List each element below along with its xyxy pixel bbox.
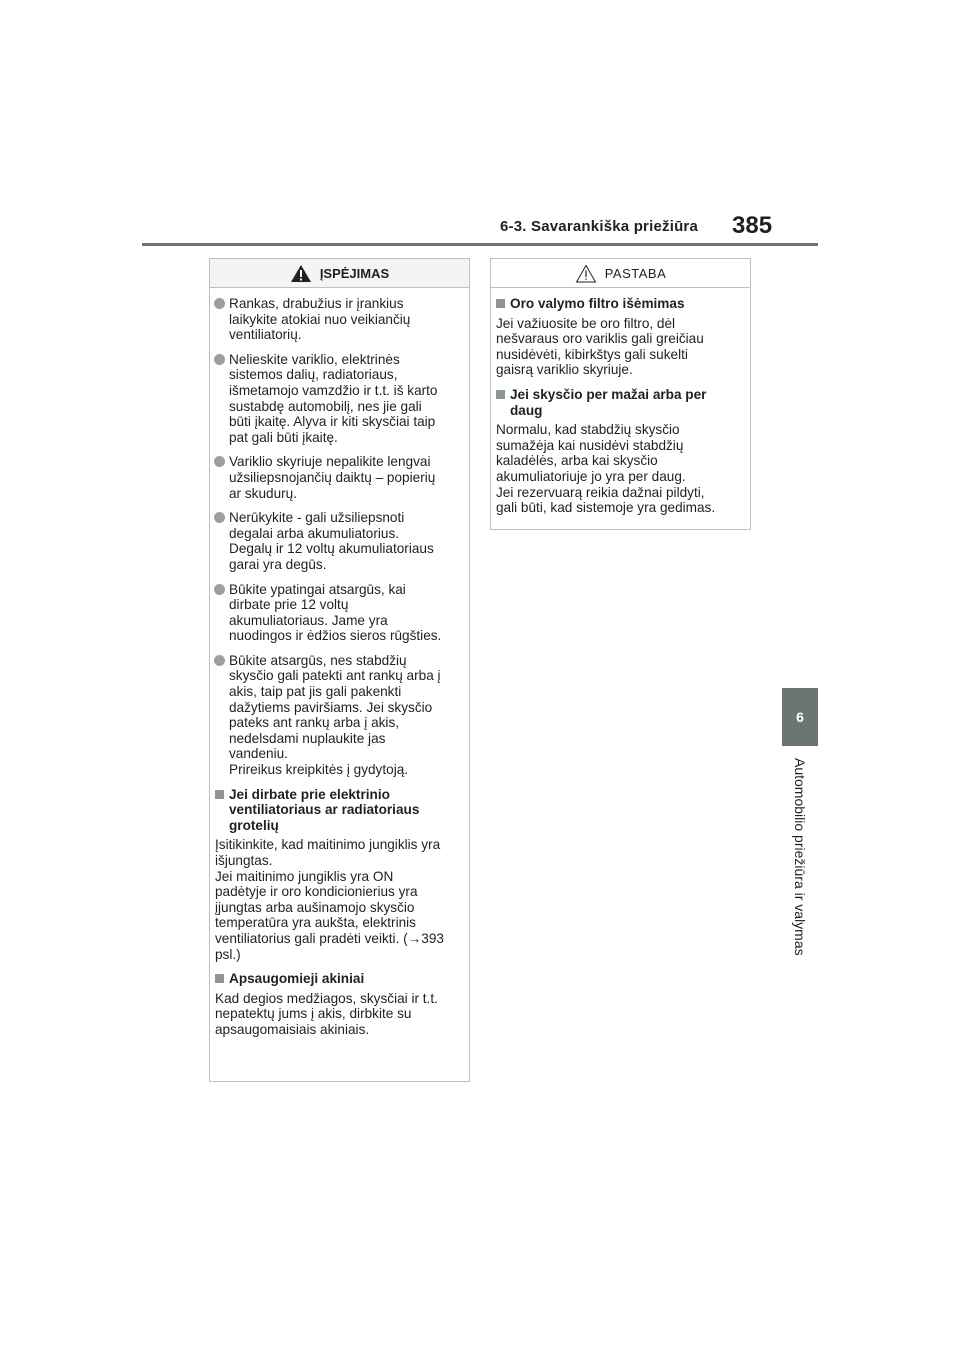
warning-triangle-outline-icon xyxy=(575,264,597,283)
chapter-number: 6 xyxy=(796,709,804,725)
bullet-icon xyxy=(214,298,225,309)
square-bullet-icon xyxy=(215,790,224,799)
subsection-heading-text: Jei dirbate prie elektrinio ventiliatoriaus ar radiatoriaus grotelių xyxy=(229,786,420,833)
list-item-text: Būkite atsargūs, nes stabdžių skysčio gali patekti ant rankų arba į akis, taip pat jis gali pakenkti dažytiems paviršiams. Jei skysčio pateks ant rankų arba į akis, nedelsdami nuplaukite jas vandeniu. Prireikus kreipkitės į gydytoją. xyxy=(229,652,441,778)
list-item xyxy=(214,454,460,501)
note-body xyxy=(491,288,750,531)
list-item-text: Rankas, drabužius ir įrankius laikykite atokiai nuo veikiančių ventiliatorių. xyxy=(229,296,411,343)
bullet-icon xyxy=(214,512,225,523)
warning-title: ĮSPĖJIMAS xyxy=(319,265,390,281)
chapter-side-title xyxy=(782,758,818,978)
page-number: 385 xyxy=(732,212,773,239)
subsection-text: Įsitikinkite, kad maitinimo jungiklis yra išjungtas. Jei maitinimo jungiklis yra ON padėtyje ir oro kondicionierius yra įjungtas arba aušinamojo skysčio temperatūra yra aukšta, elektrinis ventiliatorius gali pradėti veikti. (→393 psl.) xyxy=(215,837,444,962)
list-item xyxy=(214,582,460,644)
subsection-heading-text: Jei skysčio per mažai arba per daug xyxy=(510,386,707,418)
bullet-icon xyxy=(214,456,225,467)
subsection-heading-text: Apsaugomieji akiniai xyxy=(229,971,365,987)
chapter-tab xyxy=(782,688,818,746)
list-item xyxy=(214,352,460,446)
note-title: PASTABA xyxy=(604,265,667,281)
list-item xyxy=(214,653,460,778)
bullet-icon xyxy=(214,584,225,595)
subsection-text: Kad degios medžiagos, skysčiai ir t.t. nepatektų jums į akis, dirbkite su apsaugomaisiais akiniais. xyxy=(215,990,438,1037)
list-item xyxy=(214,510,460,572)
warning-triangle-filled-icon xyxy=(290,264,312,283)
list-item-text: Nelieskite variklio, elektrinės sistemos dalių, radiatoriaus, išmetamojo vamzdžio ir t.t. iš karto sustabdę automobilį, nes jie gali būti įkaitę. Alyva ir kiti skysčiai taip pat gali būti įkaitę. xyxy=(229,351,438,445)
square-bullet-icon xyxy=(215,974,224,983)
subsection-heading xyxy=(214,787,460,834)
section-title: 6-3. Savarankiška priežiūra xyxy=(500,218,699,235)
list-item xyxy=(214,296,460,343)
note-header xyxy=(491,259,750,288)
bullet-icon xyxy=(214,354,225,365)
subsection-heading xyxy=(495,296,741,312)
warning-header xyxy=(210,259,469,288)
list-item-text: Būkite ypatingai atsargūs, kai dirbate prie 12 voltų akumuliatoriaus. Jame yra nuodingos ir ėdžios sieros rūgšties. xyxy=(229,581,442,644)
subsection-text: Jei važiuosite be oro filtro, dėl nešvaraus oro variklis gali greičiau nusidėvėti, kibirkštys gali sukelti gaisrą variklio skyriuje. xyxy=(496,315,704,378)
list-item-text: Nerūkykite - gali užsiliepsnoti degalai arba akumuliatorius. Degalų ir 12 voltų akumuliatoriaus garai yra degūs. xyxy=(229,510,434,572)
subsection-heading xyxy=(495,387,741,418)
chapter-title: Automobilio priežiūra ir valymas xyxy=(792,758,808,956)
square-bullet-icon xyxy=(496,390,505,399)
warning-box xyxy=(209,258,470,1082)
subsection-heading-text: Oro valymo filtro išėmimas xyxy=(510,296,685,311)
note-box xyxy=(490,258,751,530)
list-item-text: Variklio skyriuje nepalikite lengvai užsiliepsnojančių daiktų – popierių ar skudurų. xyxy=(229,454,436,501)
subsection-text: Normalu, kad stabdžių skysčio sumažėja kai nusidėvi stabdžių kaladėlės, arba kai skysčio akumuliatoriuje jo yra per daug. Jei rezervuarą reikia dažnai pildyti, gali būti, kad sistemoje yra gedimas. xyxy=(496,422,716,516)
warning-body xyxy=(210,288,469,1053)
subsection-heading xyxy=(214,971,460,987)
bullet-icon xyxy=(214,655,225,666)
header-rule xyxy=(142,243,818,246)
square-bullet-icon xyxy=(496,299,505,308)
